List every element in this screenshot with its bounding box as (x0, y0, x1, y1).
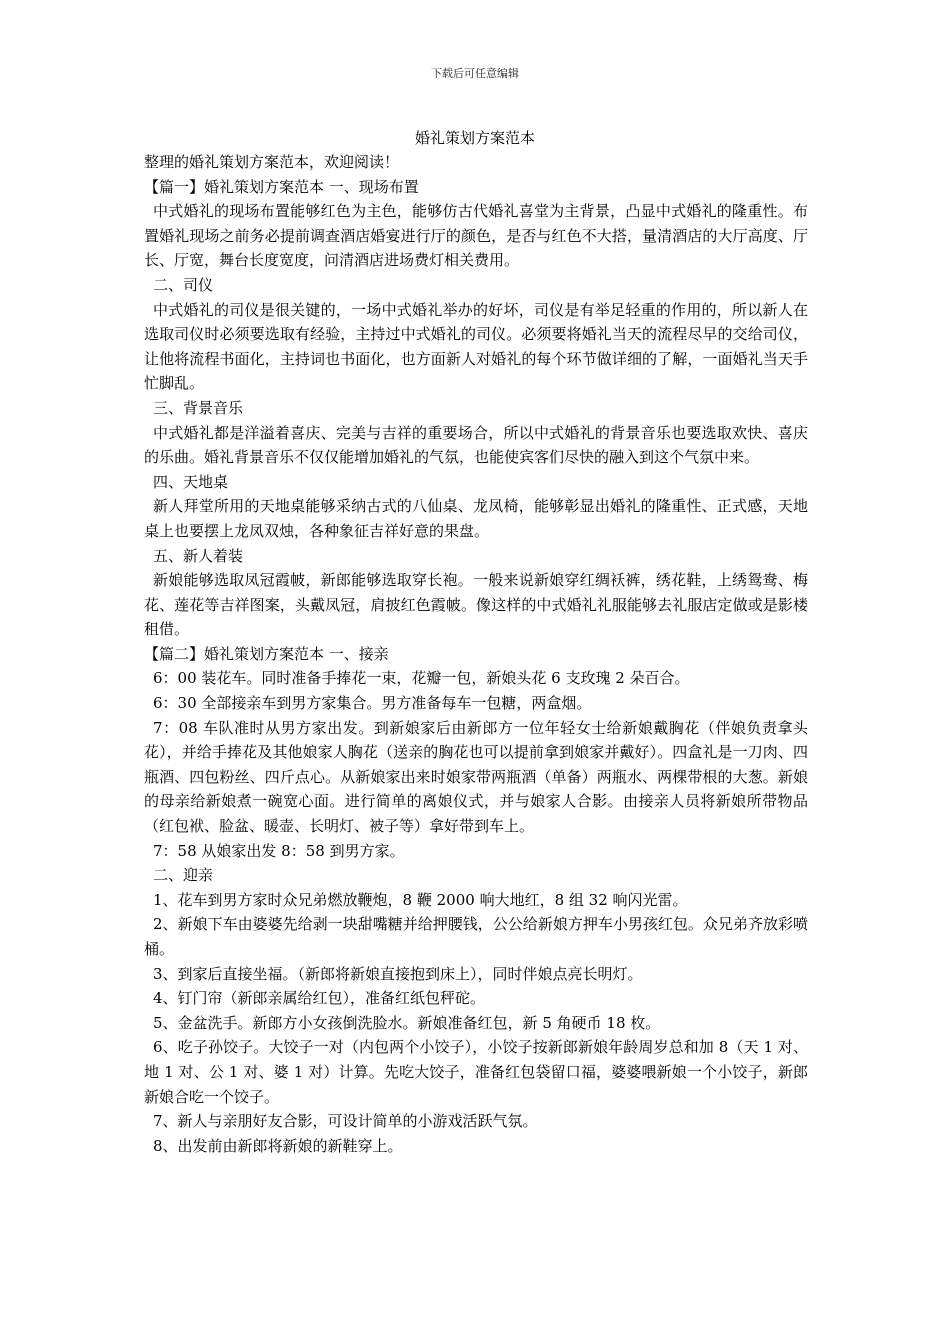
paragraph: 4、钉门帘（新郎亲属给红包），准备红纸包秤砣。 (153, 989, 486, 1008)
paragraph: 五、新人着装 (153, 546, 244, 565)
paragraph: 6：00 装花车。同时准备手捧花一束，花瓣一包，新娘头花 6 支玫瑰 2 朵百合。 (153, 669, 690, 688)
paragraph: 7：58 从娘家出发 8：58 到男方家。 (153, 841, 405, 860)
document-title: 婚礼策划方案范本 (414, 129, 535, 147)
paragraph: 中式婚礼的司仪是很关键的，一场中式婚礼举办的好坏，司仪是有举足轻重的作用的，所以新人在选取司仪时必须要选取有经验，主持过中式婚礼的司仪。必须要将婚礼当天的流程尽早的交给司仪，让他将流程书面化，主持词也书面化，也方面新人对婚礼的每个环节做详细的了解，一面婚礼当天手忙脚乱。 (144, 300, 808, 393)
paragraph: 新娘能够选取凤冠霞帔，新郎能够选取穿长袍。一般来说新娘穿红绸袄裤，绣花鞋，上绣鸳鸯、梅花、莲花等吉祥图案，头戴凤冠，肩披红色霞帔。像这样的中式婚礼礼服能够去礼服店定做或是影楼租借。 (144, 571, 808, 639)
paragraph: 7、新人与亲朋好友合影，可设计简单的小游戏活跃气氛。 (153, 1112, 538, 1131)
paragraph: 中式婚礼的现场布置能够红色为主色，能够仿古代婚礼喜堂为主背景，凸显中式婚礼的隆重性。布置婚礼现场之前务必提前调查酒店婚宴进行厅的颜色，是否与红色不大搭，量清酒店的大厅高度、厅长、厅宽，舞台长度宽度，问清酒店进场费灯相关费用。 (144, 202, 808, 270)
page-header: 下载后可任意编辑 (431, 67, 519, 80)
paragraph: 1、花车到男方家时众兄弟燃放鞭炮，8 鞭 2000 响大地红，8 组 32 响闪光雷。 (153, 890, 688, 909)
paragraph: 【篇二】婚礼策划方案范本 一、接亲 (144, 644, 389, 663)
paragraph: 2、新娘下车由婆婆先给剥一块甜嘴糖并给押腰钱，公公给新娘方押车小男孩红包。众兄弟齐放彩喷桶。 (144, 915, 808, 958)
paragraph: 中式婚礼都是洋溢着喜庆、完美与吉祥的重要场合，所以中式婚礼的背景音乐也要选取欢快、喜庆的乐曲。婚礼背景音乐不仅仅能增加婚礼的气氛，也能使宾客们尽快的融入到这个气氛中来。 (144, 423, 808, 467)
paragraph: 三、背景音乐 (153, 398, 244, 417)
paragraph: 5、金盆洗手。新郎方小女孩倒洗脸水。新娘准备红包，新 5 角硬币 18 枚。 (153, 1013, 661, 1032)
paragraph: 整理的婚礼策划方案范本，欢迎阅读！ (144, 153, 400, 171)
paragraph: 8、出发前由新郎将新娘的新鞋穿上。 (153, 1136, 403, 1155)
document-body (144, 150, 808, 1158)
paragraph: 四、天地桌 (153, 472, 229, 491)
paragraph: 7：08 车队准时从男方家出发。到新娘家后由新郎方一位年轻女士给新娘戴胸花（伴娘负责拿头花），并给手捧花及其他娘家人胸花（送亲的胸花也可以提前拿到娘家并戴好）。四盒礼是一刀肉、四瓶酒、四包粉丝、四斤点心。从新娘家出来时娘家带两瓶酒（单备）两瓶水、两棵带根的大葱。新娘的母亲给新娘煮一碗宽心面。进行简单的离娘仪式，并与娘家人合影。由接亲人员将新娘所带物品（红包袱、脸盆、暖壶、长明灯、被子等）拿好带到车上。 (144, 718, 808, 836)
paragraph: 6、吃子孙饺子。大饺子一对（内包两个小饺子），小饺子按新郎新娘年龄周岁总和加 8（天 1 对、地 1 对、公 1 对、婆 1 对）计算。先吃大饺子，准备红包袋留口福，婆婆喂新娘一个小饺子，新郎新娘合吃一个饺子。 (144, 1038, 808, 1106)
paragraph: 二、司仪 (153, 275, 214, 294)
paragraph: 新人拜堂所用的天地桌能够采纳古式的八仙桌、龙凤椅，能够彰显出婚礼的隆重性、正式感，天地桌上也要摆上龙凤双烛，各种象征吉祥好意的果盘。 (144, 497, 808, 540)
paragraph: 3、到家后直接坐福。（新郎将新娘直接抱到床上），同时伴娘点亮长明灯。 (153, 964, 643, 983)
paragraph: 二、迎亲 (153, 866, 214, 885)
paragraph: 6：30 全部接亲车到男方家集合。男方准备每车一包糖，两盒烟。 (153, 694, 592, 713)
paragraph: 【篇一】婚礼策划方案范本 一、现场布置 (144, 177, 419, 196)
